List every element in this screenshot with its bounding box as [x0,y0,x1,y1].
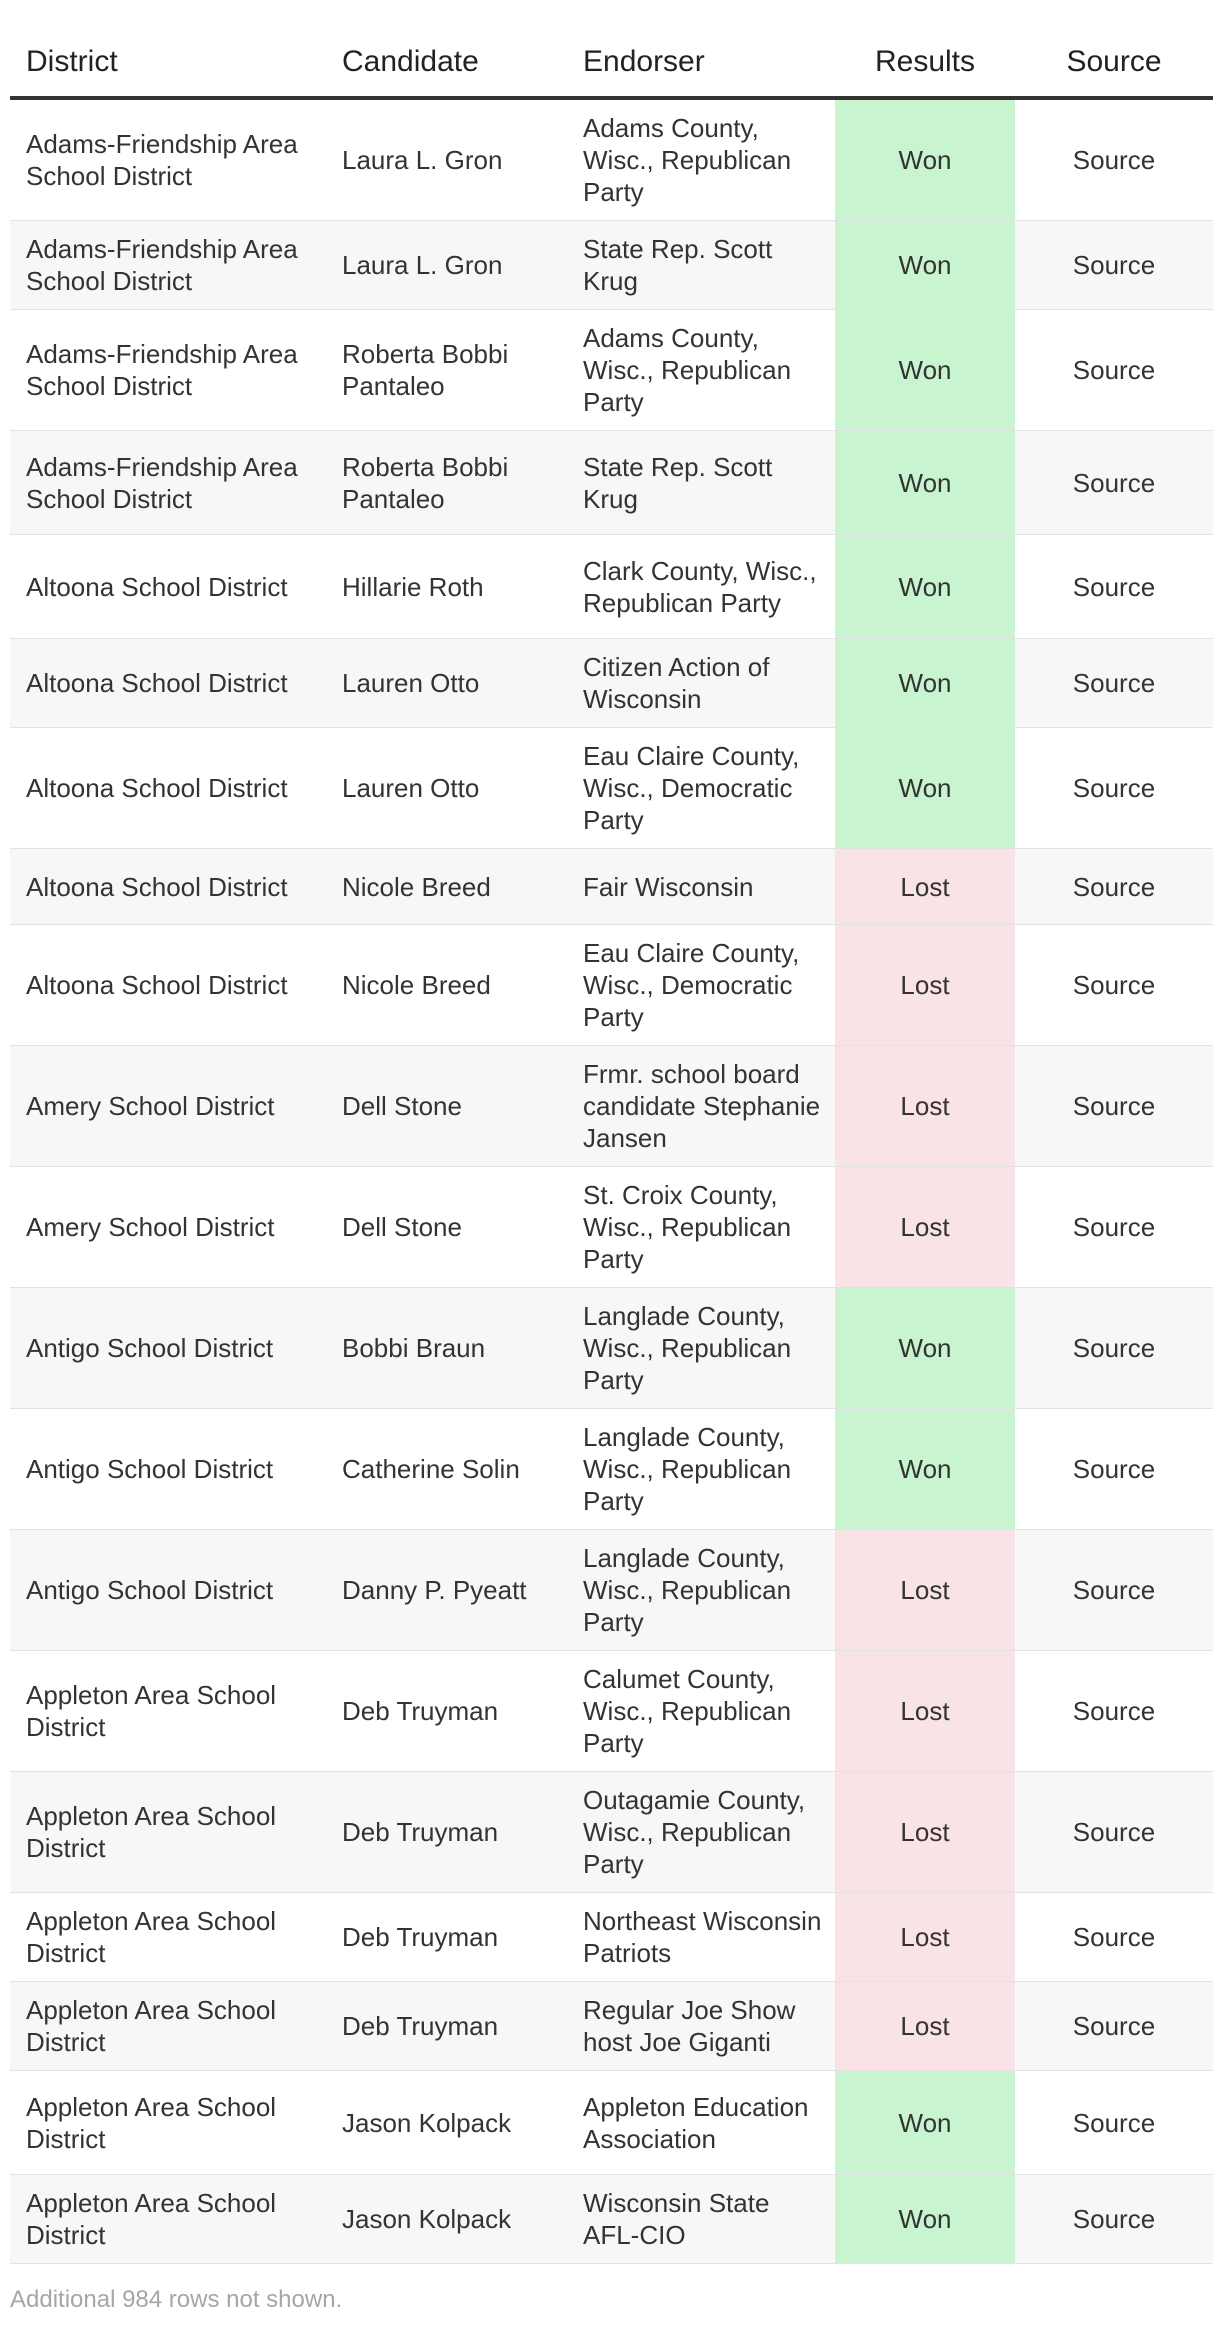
candidate-cell: Nicole Breed [326,849,567,925]
column-header-district[interactable]: District [10,28,326,98]
result-cell: Won [835,310,1015,431]
endorser-cell: Northeast Wisconsin Patriots [567,1893,835,1982]
district-cell: Adams-Friendship Area School District [10,221,326,310]
table-row [10,1982,1213,2071]
table-row [10,849,1213,925]
endorser-cell: Adams County, Wisc., Republican Party [567,98,835,221]
candidate-cell: Laura L. Gron [326,98,567,221]
table-row [10,310,1213,431]
result-cell: Lost [835,1982,1015,2071]
source-link[interactable]: Source [1015,2071,1213,2175]
district-cell: Adams-Friendship Area School District [10,431,326,535]
source-link[interactable]: Source [1015,310,1213,431]
source-link[interactable]: Source [1015,221,1213,310]
endorser-cell: Wisconsin State AFL-CIO [567,2175,835,2264]
candidate-cell: Jason Kolpack [326,2175,567,2264]
candidate-cell: Laura L. Gron [326,221,567,310]
result-cell: Lost [835,849,1015,925]
candidate-cell: Lauren Otto [326,728,567,849]
district-cell: Adams-Friendship Area School District [10,98,326,221]
table-row [10,1288,1213,1409]
table-row [10,221,1213,310]
result-cell: Lost [835,1046,1015,1167]
result-cell: Lost [835,1651,1015,1772]
candidate-cell: Dell Stone [326,1167,567,1288]
candidate-cell: Dell Stone [326,1046,567,1167]
table-body [10,98,1213,2264]
endorser-cell: Citizen Action of Wisconsin [567,639,835,728]
endorser-cell: State Rep. Scott Krug [567,431,835,535]
result-cell: Lost [835,1893,1015,1982]
table-row [10,1409,1213,1530]
endorser-cell: Fair Wisconsin [567,849,835,925]
result-cell: Won [835,728,1015,849]
column-header-candidate[interactable]: Candidate [326,28,567,98]
candidate-cell: Deb Truyman [326,1772,567,1893]
endorser-cell: Frmr. school board candidate Stephanie Jansen [567,1046,835,1167]
result-cell: Won [835,431,1015,535]
result-cell: Won [835,1288,1015,1409]
candidate-cell: Lauren Otto [326,639,567,728]
source-link[interactable]: Source [1015,1167,1213,1288]
district-cell: Amery School District [10,1167,326,1288]
endorser-cell: Regular Joe Show host Joe Giganti [567,1982,835,2071]
district-cell: Appleton Area School District [10,1893,326,1982]
endorser-cell: St. Croix County, Wisc., Republican Party [567,1167,835,1288]
source-link[interactable]: Source [1015,1651,1213,1772]
source-link[interactable]: Source [1015,1530,1213,1651]
source-link[interactable]: Source [1015,1982,1213,2071]
district-cell: Antigo School District [10,1409,326,1530]
district-cell: Appleton Area School District [10,1982,326,2071]
district-cell: Altoona School District [10,535,326,639]
endorser-cell: State Rep. Scott Krug [567,221,835,310]
result-cell: Lost [835,1167,1015,1288]
candidate-cell: Hillarie Roth [326,535,567,639]
endorser-cell: Clark County, Wisc., Republican Party [567,535,835,639]
source-link[interactable]: Source [1015,1046,1213,1167]
endorser-cell: Eau Claire County, Wisc., Democratic Party [567,728,835,849]
source-link[interactable]: Source [1015,1409,1213,1530]
table-row [10,1651,1213,1772]
candidate-cell: Catherine Solin [326,1409,567,1530]
candidate-cell: Roberta Bobbi Pantaleo [326,310,567,431]
endorser-cell: Langlade County, Wisc., Republican Party [567,1409,835,1530]
table-row [10,728,1213,849]
table-row [10,2175,1213,2264]
source-link[interactable]: Source [1015,98,1213,221]
table-row [10,1893,1213,1982]
table-row [10,431,1213,535]
endorser-cell: Eau Claire County, Wisc., Democratic Party [567,925,835,1046]
district-cell: Altoona School District [10,728,326,849]
result-cell: Won [835,2175,1015,2264]
candidate-cell: Nicole Breed [326,925,567,1046]
candidate-cell: Danny P. Pyeatt [326,1530,567,1651]
source-link[interactable]: Source [1015,431,1213,535]
district-cell: Altoona School District [10,849,326,925]
endorser-cell: Langlade County, Wisc., Republican Party [567,1530,835,1651]
source-link[interactable]: Source [1015,1893,1213,1982]
district-cell: Amery School District [10,1046,326,1167]
candidate-cell: Roberta Bobbi Pantaleo [326,431,567,535]
endorser-cell: Langlade County, Wisc., Republican Party [567,1288,835,1409]
column-header-endorser[interactable]: Endorser [567,28,835,98]
candidate-cell: Deb Truyman [326,1651,567,1772]
district-cell: Appleton Area School District [10,2071,326,2175]
rows-not-shown-note: Additional 984 rows not shown. [10,2286,343,2313]
source-link[interactable]: Source [1015,1772,1213,1893]
candidate-cell: Jason Kolpack [326,2071,567,2175]
result-cell: Won [835,639,1015,728]
table-row [10,535,1213,639]
endorsements-table [10,28,1213,2264]
table-row [10,925,1213,1046]
candidate-cell: Bobbi Braun [326,1288,567,1409]
district-cell: Altoona School District [10,925,326,1046]
district-cell: Appleton Area School District [10,2175,326,2264]
table-row [10,1167,1213,1288]
district-cell: Altoona School District [10,639,326,728]
source-link[interactable]: Source [1015,925,1213,1046]
district-cell: Antigo School District [10,1288,326,1409]
district-cell: Adams-Friendship Area School District [10,310,326,431]
candidate-cell: Deb Truyman [326,1982,567,2071]
source-link[interactable]: Source [1015,535,1213,639]
table-row [10,1772,1213,1893]
result-cell: Won [835,2071,1015,2175]
header-row [10,28,1213,98]
table-header [10,28,1213,98]
source-link[interactable]: Source [1015,639,1213,728]
column-header-results[interactable]: Results [835,28,1015,98]
district-cell: Appleton Area School District [10,1651,326,1772]
endorser-cell: Calumet County, Wisc., Republican Party [567,1651,835,1772]
endorser-cell: Adams County, Wisc., Republican Party [567,310,835,431]
endorser-cell: Outagamie County, Wisc., Republican Party [567,1772,835,1893]
result-cell: Won [835,1409,1015,1530]
result-cell: Lost [835,925,1015,1046]
table-row [10,2071,1213,2175]
table-row [10,1046,1213,1167]
district-cell: Antigo School District [10,1530,326,1651]
result-cell: Lost [835,1530,1015,1651]
result-cell: Won [835,221,1015,310]
result-cell: Lost [835,1772,1015,1893]
district-cell: Appleton Area School District [10,1772,326,1893]
source-link[interactable]: Source [1015,2175,1213,2264]
result-cell: Won [835,535,1015,639]
endorser-cell: Appleton Education Association [567,2071,835,2175]
source-link[interactable]: Source [1015,728,1213,849]
source-link[interactable]: Source [1015,849,1213,925]
source-link[interactable]: Source [1015,1288,1213,1409]
column-header-source[interactable]: Source [1015,28,1213,98]
table-row [10,1530,1213,1651]
table-row [10,98,1213,221]
candidate-cell: Deb Truyman [326,1893,567,1982]
result-cell: Won [835,98,1015,221]
table-row [10,639,1213,728]
